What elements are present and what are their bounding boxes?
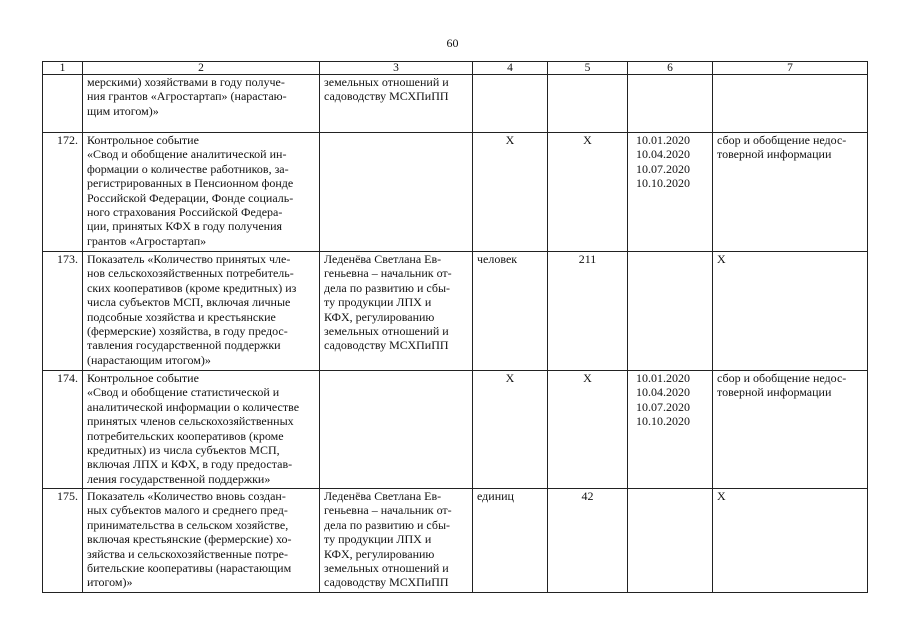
row-unit: X <box>473 133 548 252</box>
row-value: X <box>548 133 628 252</box>
row-number: 173. <box>43 252 83 371</box>
page-number: 60 <box>446 36 459 50</box>
column-number: 6 <box>628 62 713 75</box>
row-name: мерскими) хозяйствами в году получе- ния грантов «Агростартап» (нарастаю- щим итогом)» <box>83 75 320 133</box>
row-name: Контрольное событие «Свод и обобщение статистической и аналитической информации о количестве принятых членов сельскохозяйственных потребительских кооперативов (кроме кредитных) из числа субъектов МСП, включая ЛПХ и КФХ, в году предостав- ления государственной поддержки» <box>83 371 320 489</box>
row-responsible: земельных отношений и садоводству МСХПиПП <box>320 75 473 133</box>
row-value: 211 <box>548 252 628 371</box>
row-note: X <box>713 252 868 371</box>
table-row <box>43 133 868 252</box>
column-number: 4 <box>473 62 548 75</box>
row-responsible <box>320 371 473 489</box>
column-number: 3 <box>320 62 473 75</box>
row-responsible: Леденёва Светлана Ев- геньевна – начальник от- дела по развитию и сбы- ту продукции ЛПХ и КФХ, регулированию земельных отношений и садоводству МСХПиПП <box>320 252 473 371</box>
column-number: 5 <box>548 62 628 75</box>
row-dates <box>628 489 713 593</box>
row-note: X <box>713 489 868 593</box>
row-name: Показатель «Количество вновь создан- ных субъектов малого и среднего пред- принимательства в сельском хозяйстве, включая крестьянские (фермерские) хо- зяйства и сельскохозяйственные потре- бительские кооперативы (нарастающим итогом)» <box>83 489 320 593</box>
column-number: 7 <box>713 62 868 75</box>
row-unit <box>473 75 548 133</box>
table-row <box>43 371 868 489</box>
row-note: сбор и обобщение недос- товерной информации <box>713 371 868 489</box>
row-unit: единиц <box>473 489 548 593</box>
column-number: 1 <box>43 62 83 75</box>
row-unit: X <box>473 371 548 489</box>
row-dates <box>628 75 713 133</box>
row-responsible: Леденёва Светлана Ев- геньевна – начальник от- дела по развитию и сбы- ту продукции ЛПХ и КФХ, регулированию земельных отношений и садоводству МСХПиПП <box>320 489 473 593</box>
row-value: 42 <box>548 489 628 593</box>
row-note <box>713 75 868 133</box>
row-value <box>548 75 628 133</box>
row-note: сбор и обобщение недос- товерной информации <box>713 133 868 252</box>
table-row <box>43 489 868 593</box>
row-responsible <box>320 133 473 252</box>
table-row <box>43 75 868 133</box>
column-number-row <box>43 62 868 75</box>
row-unit: человек <box>473 252 548 371</box>
plan-table <box>42 61 868 593</box>
row-value: X <box>548 371 628 489</box>
row-number: 175. <box>43 489 83 593</box>
row-number: 172. <box>43 133 83 252</box>
row-dates: 10.01.2020 10.04.2020 10.07.2020 10.10.2020 <box>628 371 713 489</box>
row-name: Показатель «Количество принятых чле- нов сельскохозяйственных потребитель- ских кооперативов (кроме кредитных) из числа субъектов МСП, включая личные подсобные хозяйства и крестьянские (фермерские) хозяйства, в году предос- тавления государственной поддержки (нарастающим итогом)» <box>83 252 320 371</box>
row-number <box>43 75 83 133</box>
column-number: 2 <box>83 62 320 75</box>
row-dates <box>628 252 713 371</box>
row-name: Контрольное событие «Свод и обобщение аналитической ин- формации о количестве работников, за- регистрированных в Пенсионном фонде Российской Федерации, Фонде социаль- ного страхования Российской Федера- ции, принятых КФХ в году получения грантов «Агростартап» <box>83 133 320 252</box>
row-dates: 10.01.2020 10.04.2020 10.07.2020 10.10.2020 <box>628 133 713 252</box>
table-row <box>43 252 868 371</box>
row-number: 174. <box>43 371 83 489</box>
